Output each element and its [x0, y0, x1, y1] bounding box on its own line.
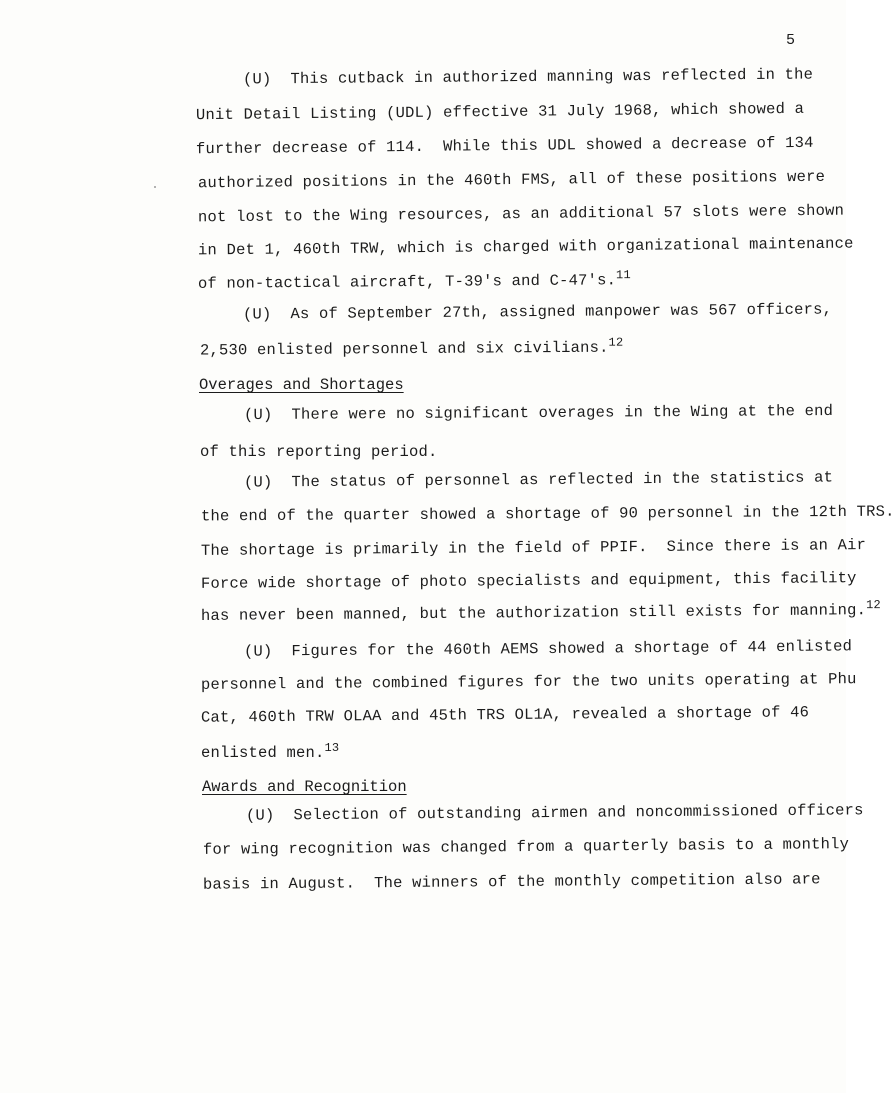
paragraph-line: authorized positions in the 460th FMS, all of these positions were [197, 167, 826, 193]
paragraph-line: (U) The status of personnel as reflected in the statistics at [243, 468, 834, 492]
paragraph-line: (U) This cutback in authorized manning was reflected in the [242, 65, 814, 89]
paragraph-line: (U) Figures for the 460th AEMS showed a shortage of 44 enlisted [243, 637, 853, 661]
paragraph-line: (U) Selection of outstanding airmen and noncommissioned officers [245, 801, 864, 825]
paragraph-line: the end of the quarter showed a shortage of 90 personnel in the 12th TRS. [200, 502, 895, 526]
paragraph-line: of non-tactical aircraft, T-39's and C-47's.$^{11}$ [197, 268, 631, 293]
scan-speck [154, 186, 156, 188]
footnote-ref: 12 [608, 335, 624, 350]
paragraph-line: has never been manned, but the authorization still exists for manning.$^{12}$ [200, 598, 881, 625]
paragraph-line: Cat, 460th TRW OLAA and 45th TRS OL1A, revealed a shortage of 46 [200, 703, 810, 727]
paragraph-line: not lost to the Wing resources, as an additional 57 slots were shown [197, 201, 845, 227]
footnote-ref: 11 [615, 268, 631, 283]
paragraph-line: enlisted men.$^{13}$ [201, 741, 340, 762]
footnote-ref: 13 [324, 741, 340, 755]
paragraph-line: (U) As of September 27th, assigned manpower was 567 officers, [242, 300, 833, 324]
page-number: 5 [786, 32, 796, 49]
paragraph-line: 2,530 enlisted personnel and six civilians.$^{12}$ [199, 335, 624, 360]
paragraph-line: personnel and the combined figures for the two units operating at Phu [200, 670, 857, 694]
paragraph-line: Unit Detail Listing (UDL) effective 31 July 1968, which showed a [195, 99, 805, 125]
paragraph-line: of this reporting period. [200, 443, 438, 461]
paragraph-line: basis in August. The winners of the monthly competition also are [202, 870, 821, 894]
paragraph-line: (U) There were no significant overages in the Wing at the end [243, 401, 834, 425]
paragraph-line: further decrease of 114. While this UDL showed a decrease of 134 [195, 133, 814, 159]
footnote-ref: 12 [865, 598, 881, 613]
paragraph-line: Force wide shortage of photo specialists and equipment, this facility [200, 569, 857, 593]
section-heading: Awards and Recognition [202, 778, 407, 796]
paragraph-line: in Det 1, 460th TRW, which is charged with organizational maintenance [197, 234, 854, 260]
paragraph-line: for wing recognition was changed from a quarterly basis to a monthly [202, 835, 850, 859]
paragraph-line: The shortage is primarily in the field of PPIF. Since there is an Air [200, 536, 867, 560]
section-heading: Overages and Shortages [199, 376, 404, 394]
